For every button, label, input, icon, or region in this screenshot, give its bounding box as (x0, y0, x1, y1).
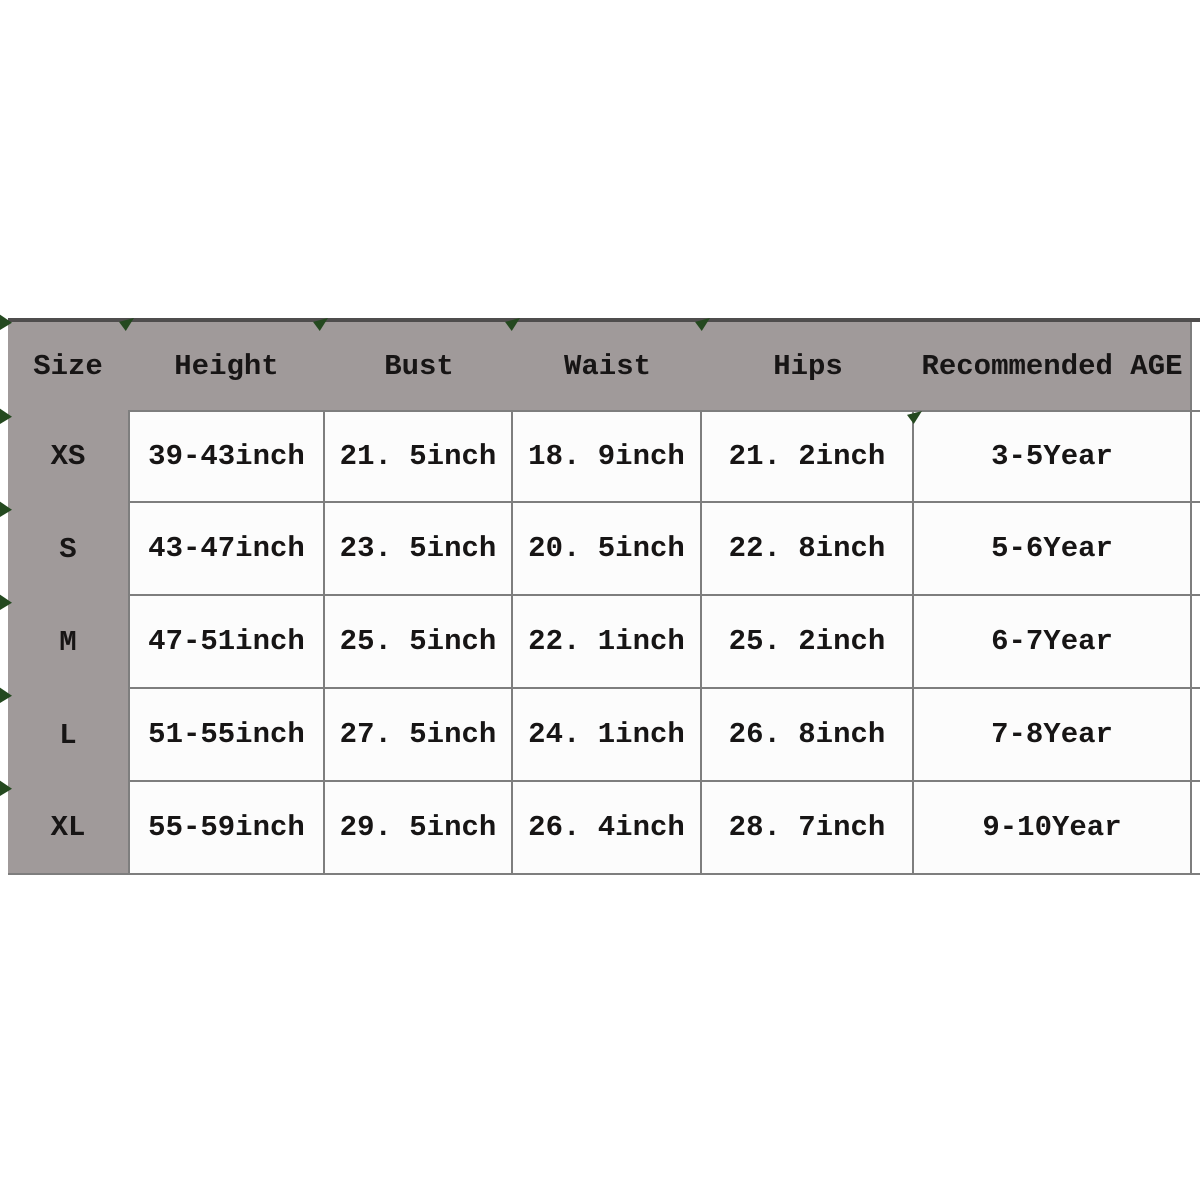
xs-waist-cell: 18. 9inch (513, 410, 702, 503)
edge-spacer (1190, 410, 1200, 503)
row-label-xl: XL (8, 782, 128, 875)
l-age-cell: 7-8Year (914, 689, 1190, 782)
header-bust: Bust (384, 349, 454, 383)
row-label-m: M (59, 626, 77, 659)
size-chart-table (8, 318, 1200, 875)
s-hips-cell: 22. 8inch (702, 503, 914, 596)
l-hips-cell: 26. 8inch (702, 689, 914, 782)
xs-bust-cell: 21. 5inch (325, 410, 513, 503)
m-age-cell: 6-7Year (914, 596, 1190, 689)
s-age-cell: 5-6Year (914, 503, 1190, 596)
edge-spacer (1190, 503, 1200, 596)
row-label-l: L (59, 719, 77, 752)
xl-bust-cell: 29. 5inch (325, 782, 513, 875)
l-bust-cell: 27. 5inch (325, 689, 513, 782)
m-bust-cell: 25. 5inch (325, 596, 513, 689)
s-height-cell: 43-47inch (128, 503, 325, 596)
xs-hips-cell: 21. 2inch (702, 410, 914, 503)
xl-age-cell: 9-10Year (914, 782, 1190, 875)
l-height-cell: 51-55inch (128, 689, 325, 782)
edge-spacer (1190, 782, 1200, 875)
l-waist-cell: 24. 1inch (513, 689, 702, 782)
header-edge-spacer (1190, 322, 1200, 410)
header-height: Height (174, 349, 279, 383)
header-hips: Hips (773, 349, 843, 383)
xl-height-cell: 55-59inch (128, 782, 325, 875)
header-size: Size (33, 349, 103, 383)
m-waist-cell: 22. 1inch (513, 596, 702, 689)
row-label-xs: XS (50, 440, 86, 473)
xl-waist-cell: 26. 4inch (513, 782, 702, 875)
s-waist-cell: 20. 5inch (513, 503, 702, 596)
s-bust-cell: 23. 5inch (325, 503, 513, 596)
xs-height-cell: 39-43inch (128, 410, 325, 503)
xs-age-cell: 3-5Year (914, 410, 1190, 503)
m-height-cell: 47-51inch (128, 596, 325, 689)
header-recommended-age: Recommended AGE (921, 349, 1183, 383)
header-waist: Waist (563, 349, 651, 383)
edge-spacer (1190, 596, 1200, 689)
row-label-s: S (59, 533, 77, 566)
m-hips-cell: 25. 2inch (702, 596, 914, 689)
edge-spacer (1190, 689, 1200, 782)
xl-hips-cell: 28. 7inch (702, 782, 914, 875)
